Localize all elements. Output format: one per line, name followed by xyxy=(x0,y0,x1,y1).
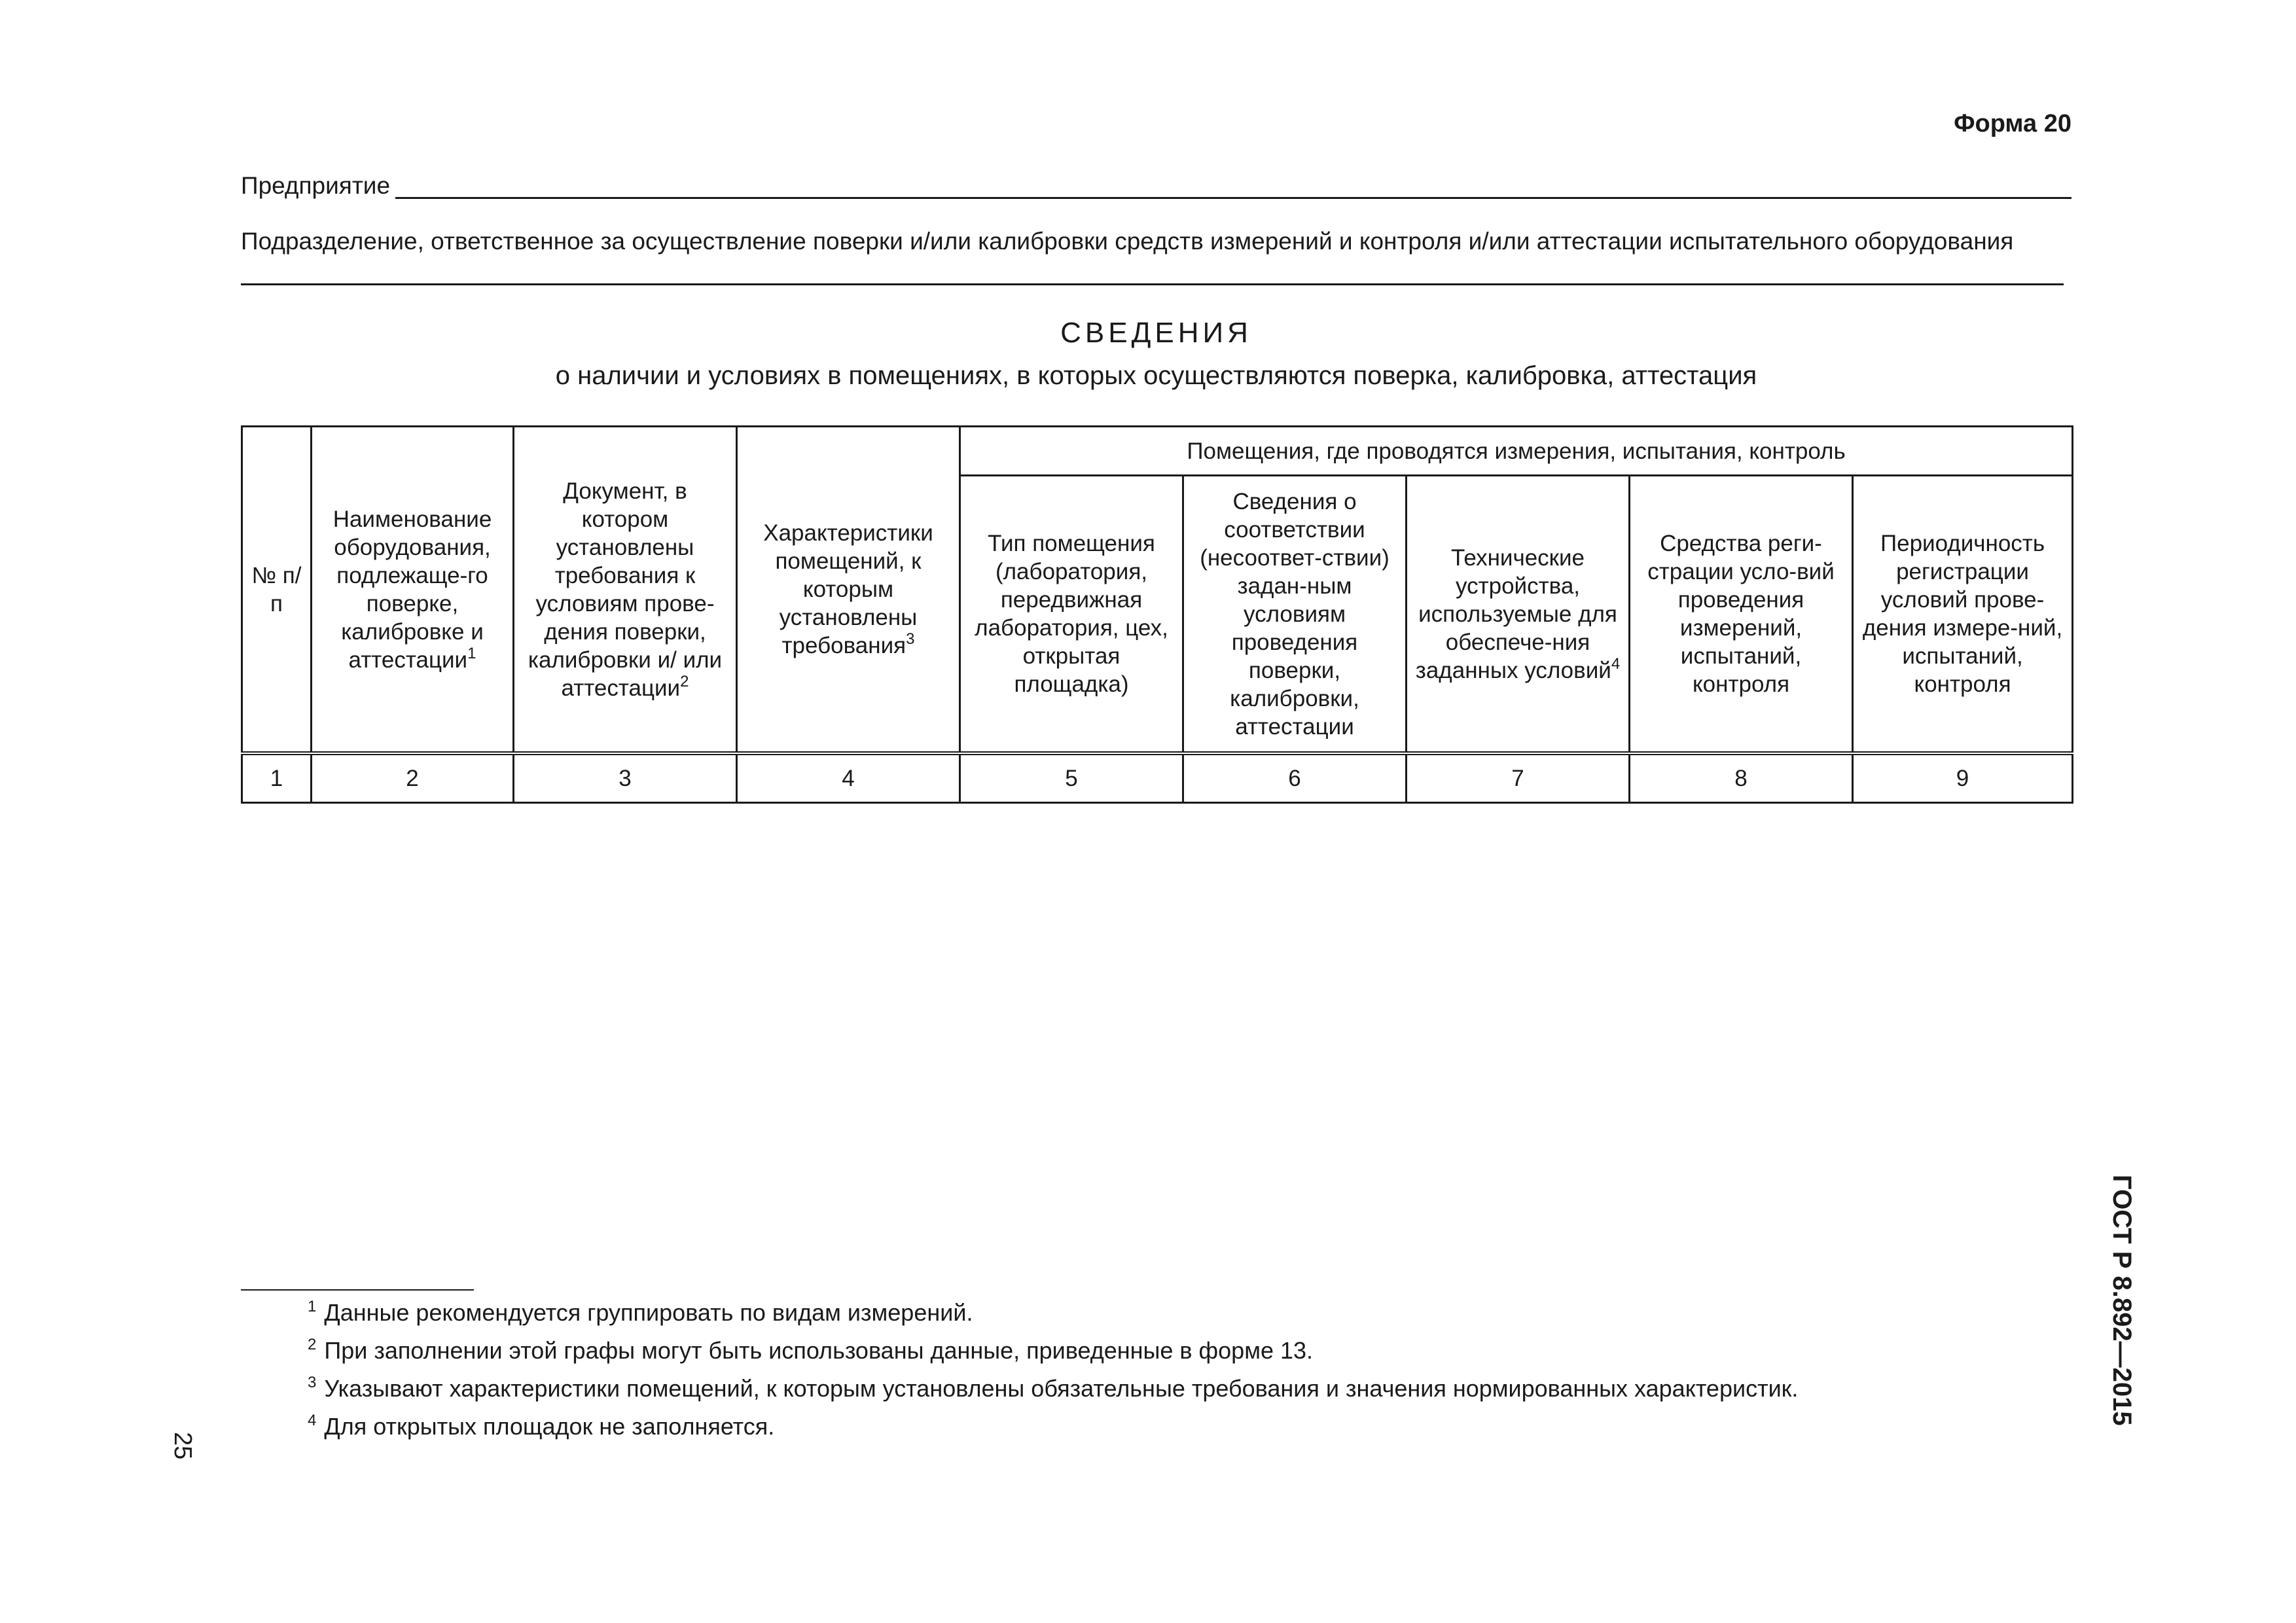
column-number: 4 xyxy=(737,753,960,803)
header-equipment-name: Наименование оборудования, подлежаще-го поверке, калибровке и аттестации$^1$ xyxy=(312,427,514,754)
footnote-item: $^4$ Для открытых площадок не заполняется. xyxy=(308,1412,775,1440)
header-room-characteristics: Характеристики помещений, к которым установлены требования$^3$ xyxy=(737,427,960,754)
column-number: 1 xyxy=(242,753,312,803)
column-number: 3 xyxy=(514,753,737,803)
standard-designation: ГОСТ Р 8.892—2015 xyxy=(2108,1175,2136,1426)
header-compliance-info: Сведения о соответствии (несоответ-ствии) задан-ным условиям проведения поверки, калибровки, аттестации xyxy=(1183,476,1407,754)
document-title: СВЕДЕНИЯ xyxy=(1060,317,1252,349)
header-rooms-group: Помещения, где проводятся измерения, испытания, контроль xyxy=(960,427,2073,476)
footnote-item: $^2$ При заполнении этой графы могут быть использованы данные, приведенные в форме 13. xyxy=(308,1336,1314,1364)
enterprise-field xyxy=(241,169,2072,199)
column-number: 6 xyxy=(1183,753,1407,803)
page-number: 25 xyxy=(169,1432,196,1460)
column-number: 8 xyxy=(1630,753,1853,803)
enterprise-label: Предприятие xyxy=(241,172,391,199)
header-row-number: № п/п xyxy=(242,427,312,754)
column-number-row xyxy=(242,753,2073,803)
column-number: 2 xyxy=(312,753,514,803)
footnotes xyxy=(308,1299,1798,1451)
header-registration-means: Средства реги-страции усло-вий проведения измерений, испытаний, контроля xyxy=(1630,476,1853,754)
footnote-item: $^1$ Данные рекомендуется группировать по видам измерений. xyxy=(308,1298,973,1326)
enterprise-input-line[interactable] xyxy=(395,172,2072,199)
document-subtitle: о наличии и условиях в помещениях, в которых осуществляются поверка, калибровка, аттестация xyxy=(555,361,1757,390)
footnote-item: $^3$ Указывают характеристики помещений, к которым установлены обязательные требования и значения нормированных характеристик. xyxy=(308,1374,1799,1402)
header-room-type: Тип помещения (лаборатория, передвижная лаборатория, цех, открытая площадка) xyxy=(960,476,1183,754)
column-number: 7 xyxy=(1407,753,1630,803)
column-number: 5 xyxy=(960,753,1183,803)
header-registration-frequency: Периодичность регистрации условий прове-дения измере-ний, испытаний, контроля xyxy=(1853,476,2073,754)
department-label: Подразделение, ответственное за осуществление поверки и/или калибровки средств измерений и контроля и/или аттестации испытательного оборудования xyxy=(241,228,2014,255)
department-input-line[interactable] xyxy=(241,283,2064,285)
form-number: Форма 20 xyxy=(1954,110,2072,137)
header-technical-devices: Технические устройства, используемые для обеспече-ния заданных условий$^4$ xyxy=(1407,476,1630,754)
column-number: 9 xyxy=(1853,753,2073,803)
footnote-divider xyxy=(241,1289,474,1291)
header-document: Документ, в котором установлены требования к условиям прове-дения поверки, калибровки и/ или аттестации$^2$ xyxy=(514,427,737,754)
form-table xyxy=(241,425,2073,804)
